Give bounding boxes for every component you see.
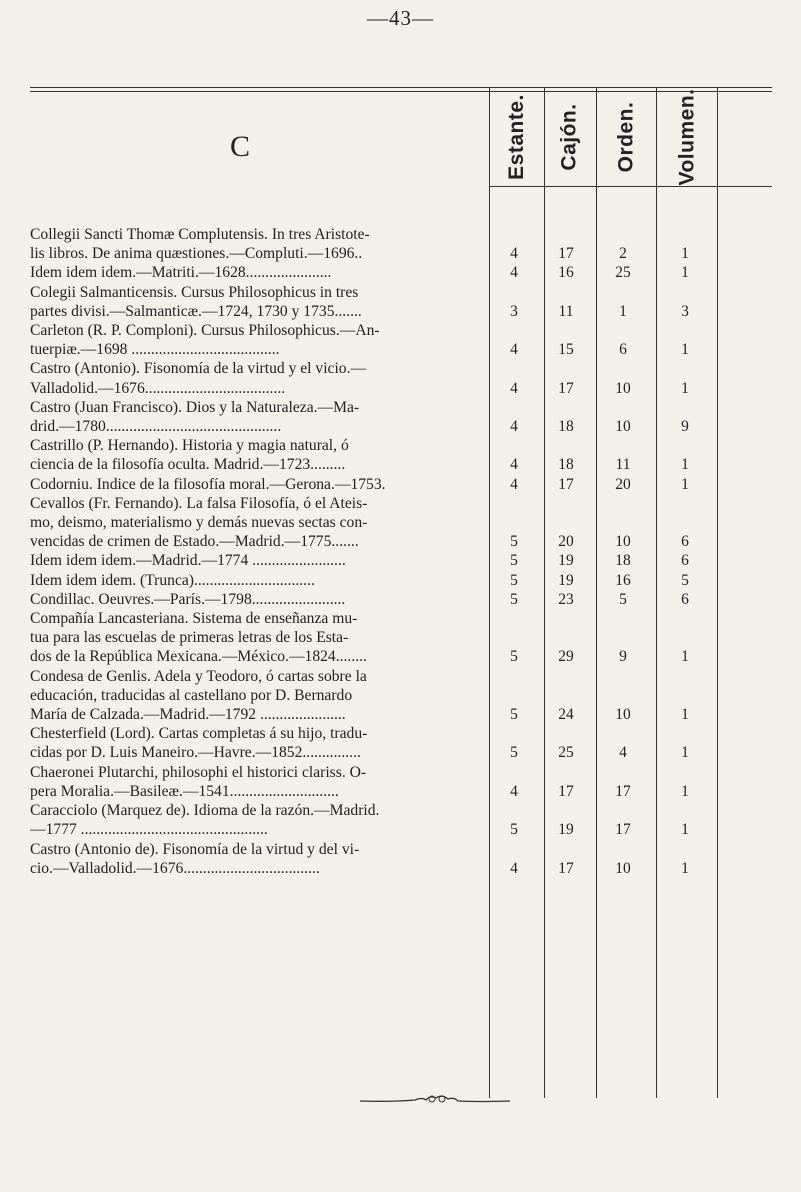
top-rule: [30, 87, 772, 88]
entry-orden: 6: [619, 341, 627, 359]
entry-estante: 5: [510, 552, 518, 570]
entry-estante: 4: [510, 859, 518, 877]
page-number: —43—: [367, 6, 434, 30]
entry-line: vencidas de crimen de Estado.—Madrid.—1775.......: [30, 533, 359, 551]
entry-orden: 2: [619, 245, 627, 263]
header-underline: [490, 186, 772, 187]
entry-text: [30, 667, 488, 725]
entry-orden: 1: [619, 302, 627, 320]
entry-volumen: 1: [681, 821, 689, 839]
entry-text: [30, 436, 488, 474]
entry-volumen: 6: [681, 590, 689, 608]
entry-cajon: 17: [558, 379, 574, 397]
entry-estante: 5: [510, 744, 518, 762]
entry-line: Carleton (R. P. Comploni). Cursus Philosophicus.—An-: [30, 322, 380, 340]
catalog-entry: [30, 590, 772, 609]
entry-cajon: 24: [558, 706, 574, 724]
entry-estante: 4: [510, 418, 518, 436]
entry-text: [30, 609, 488, 667]
entry-text: [30, 590, 488, 609]
catalog-entry: [30, 283, 772, 321]
entry-cajon: 18: [558, 418, 574, 436]
entry-volumen: 5: [681, 571, 689, 589]
column-header-estante: Estante.: [505, 94, 529, 180]
entry-estante: 5: [510, 590, 518, 608]
entry-estante: 4: [510, 456, 518, 474]
entry-cajon: 15: [558, 341, 574, 359]
entry-orden: 25: [615, 264, 631, 282]
entry-volumen: 1: [681, 859, 689, 877]
entry-line: dos de la República Mexicana.—México.—1824........: [30, 648, 367, 666]
entry-volumen: 1: [681, 341, 689, 359]
entry-volumen: 1: [681, 264, 689, 282]
entry-line: Chaeronei Plutarchi, philosophi el historici clariss. O-: [30, 763, 367, 781]
entry-orden: 10: [615, 706, 631, 724]
entry-orden: 4: [619, 744, 627, 762]
entry-orden: 10: [615, 859, 631, 877]
entry-estante: 5: [510, 533, 518, 551]
entry-cajon: 19: [558, 571, 574, 589]
entry-cajon: 17: [558, 782, 574, 800]
entry-volumen: 6: [681, 533, 689, 551]
entry-line: ciencia de la filosofía oculta. Madrid.—1723.........: [30, 456, 346, 474]
catalog-entry: [30, 571, 772, 590]
entry-line: Idem idem idem.—Matriti.—1628......................: [30, 264, 332, 282]
entry-orden: 17: [615, 821, 631, 839]
entry-text: [30, 763, 488, 801]
entry-text: [30, 724, 488, 762]
entry-text: [30, 225, 488, 263]
entry-estante: 4: [510, 379, 518, 397]
entry-line: Castro (Antonio de). Fisonomía de la virtud y del vi-: [30, 840, 360, 858]
entry-volumen: 1: [681, 648, 689, 666]
entry-cajon: 19: [558, 552, 574, 570]
entry-estante: 4: [510, 475, 518, 493]
catalog-entry: [30, 475, 772, 494]
entry-cajon: 11: [558, 302, 574, 320]
catalog-entry: [30, 840, 772, 878]
entry-estante: 5: [510, 648, 518, 666]
entry-text: [30, 494, 488, 552]
entry-line: partes divisi.—Salmanticæ.—1724, 1730 y 1735.......: [30, 302, 362, 320]
entry-line: tuerpiæ.—1698 ......................................: [30, 341, 280, 359]
ornament-divider: [360, 1093, 510, 1107]
catalog-entry: [30, 321, 772, 359]
entry-text: [30, 283, 488, 321]
entry-orden: 10: [615, 533, 631, 551]
entry-estante: 3: [510, 302, 518, 320]
catalog-entry: [30, 667, 772, 725]
entry-line: pera Moralia.—Basileæ.—1541............................: [30, 782, 339, 800]
entry-cajon: 17: [558, 859, 574, 877]
catalog-entry: [30, 494, 772, 552]
entry-text: [30, 801, 488, 839]
entry-line: Castrillo (P. Hernando). Historia y magia natural, ó: [30, 437, 349, 455]
entry-orden: 20: [615, 475, 631, 493]
entry-estante: 5: [510, 706, 518, 724]
entry-volumen: 1: [681, 456, 689, 474]
entry-volumen: 6: [681, 552, 689, 570]
catalog-entry: [30, 763, 772, 801]
entry-estante: 4: [510, 782, 518, 800]
entry-line: Collegii Sancti Thomæ Complutensis. In tres Aristote-: [30, 226, 370, 243]
catalog-entry: [30, 263, 772, 282]
entry-line: drid.—1780.............................................: [30, 418, 282, 436]
entry-estante: 4: [510, 245, 518, 263]
column-header-volumen: Volumen.: [675, 88, 699, 186]
entry-estante: 4: [510, 341, 518, 359]
entry-line: Idem idem idem.—Madrid.—1774 ........................: [30, 552, 346, 570]
entry-cajon: 16: [558, 264, 574, 282]
entry-line: Castro (Juan Francisco). Dios y la Naturaleza.—Ma-: [30, 398, 360, 416]
entry-cajon: 23: [558, 590, 574, 608]
entry-cajon: 20: [558, 533, 574, 551]
entry-line: —1777 ................................................: [30, 821, 268, 839]
catalog-entry: [30, 436, 772, 474]
entry-volumen: 9: [681, 418, 689, 436]
catalog-entry: [30, 398, 772, 436]
catalog-entry: [30, 801, 772, 839]
entry-line: Cevallos (Fr. Fernando). La falsa Filosofía, ó el Ateis-: [30, 494, 368, 512]
entry-text: [30, 263, 488, 282]
entry-volumen: 1: [681, 379, 689, 397]
entry-orden: 17: [615, 782, 631, 800]
entry-estante: 4: [510, 264, 518, 282]
column-header-orden: Orden.: [614, 101, 637, 173]
catalog-entry: [30, 359, 772, 397]
entry-line: Chesterfield (Lord). Cartas completas á su hijo, tradu-: [30, 725, 368, 743]
entry-line: lis libros. De anima quæstiones.—Compluti.—1696..: [30, 245, 363, 263]
entry-volumen: 1: [681, 475, 689, 493]
entry-estante: 5: [510, 571, 518, 589]
entry-line: Valladolid.—1676....................................: [30, 379, 286, 397]
catalog-entry: [30, 551, 772, 570]
entry-orden: 9: [619, 648, 627, 666]
entry-volumen: 1: [681, 245, 689, 263]
entry-cajon: 19: [558, 821, 574, 839]
entry-estante: 5: [510, 821, 518, 839]
catalog-entries: [30, 225, 772, 878]
entry-orden: 5: [619, 590, 627, 608]
entry-text: [30, 475, 488, 494]
entry-line: mo, deismo, materialismo y demás nuevas sectas con-: [30, 514, 368, 532]
entry-text: [30, 840, 488, 878]
entry-line: Compañía Lancasteriana. Sistema de enseñanza mu-: [30, 610, 358, 628]
catalog-entry: [30, 225, 772, 263]
entry-orden: 11: [615, 456, 631, 474]
entry-orden: 16: [615, 571, 631, 589]
entry-cajon: 25: [558, 744, 574, 762]
entry-line: Colegii Salmanticensis. Cursus Philosophicus in tres: [30, 283, 359, 301]
entry-line: Condillac. Oeuvres.—París.—1798........................: [30, 590, 346, 608]
entry-line: Caracciolo (Marquez de). Idioma de la razón.—Madrid.: [30, 802, 380, 820]
entry-volumen: 1: [681, 706, 689, 724]
entry-volumen: 1: [681, 782, 689, 800]
top-rule-secondary: [30, 91, 772, 92]
entry-cajon: 17: [558, 245, 574, 263]
entry-orden: 10: [615, 418, 631, 436]
entry-text: [30, 571, 488, 590]
section-letter: C: [230, 130, 251, 163]
entry-volumen: 3: [681, 302, 689, 320]
entry-cajon: 18: [558, 456, 574, 474]
column-header-cajon: Cajón.: [558, 103, 582, 171]
catalog-entry: [30, 724, 772, 762]
entry-orden: 10: [615, 379, 631, 397]
entry-volumen: 1: [681, 744, 689, 762]
entry-cajon: 29: [558, 648, 574, 666]
entry-text: [30, 321, 488, 359]
catalog-entry: [30, 609, 772, 667]
entry-line: Codorniu. Indice de la filosofía moral.—Gerona.—1753.: [30, 475, 386, 493]
entry-cajon: 17: [558, 475, 574, 493]
entry-line: cio.—Valladolid.—1676...................................: [30, 859, 320, 877]
entry-line: Castro (Antonio). Fisonomía de la virtud y el vicio.—: [30, 360, 367, 378]
entry-line: tua para las escuelas de primeras letras de los Esta-: [30, 629, 349, 647]
entry-line: cidas por D. Luis Maneiro.—Havre.—1852...............: [30, 744, 361, 762]
entry-text: [30, 551, 488, 570]
entry-line: Idem idem idem. (Trunca)...............................: [30, 571, 315, 589]
entry-line: educación, traducidas al castellano por D. Bernardo: [30, 686, 353, 704]
entry-line: Condesa de Genlis. Adela y Teodoro, ó cartas sobre la: [30, 667, 367, 685]
entry-text: [30, 359, 488, 397]
entry-line: María de Calzada.—Madrid.—1792 ......................: [30, 706, 346, 724]
entry-orden: 18: [615, 552, 631, 570]
entry-text: [30, 398, 488, 436]
